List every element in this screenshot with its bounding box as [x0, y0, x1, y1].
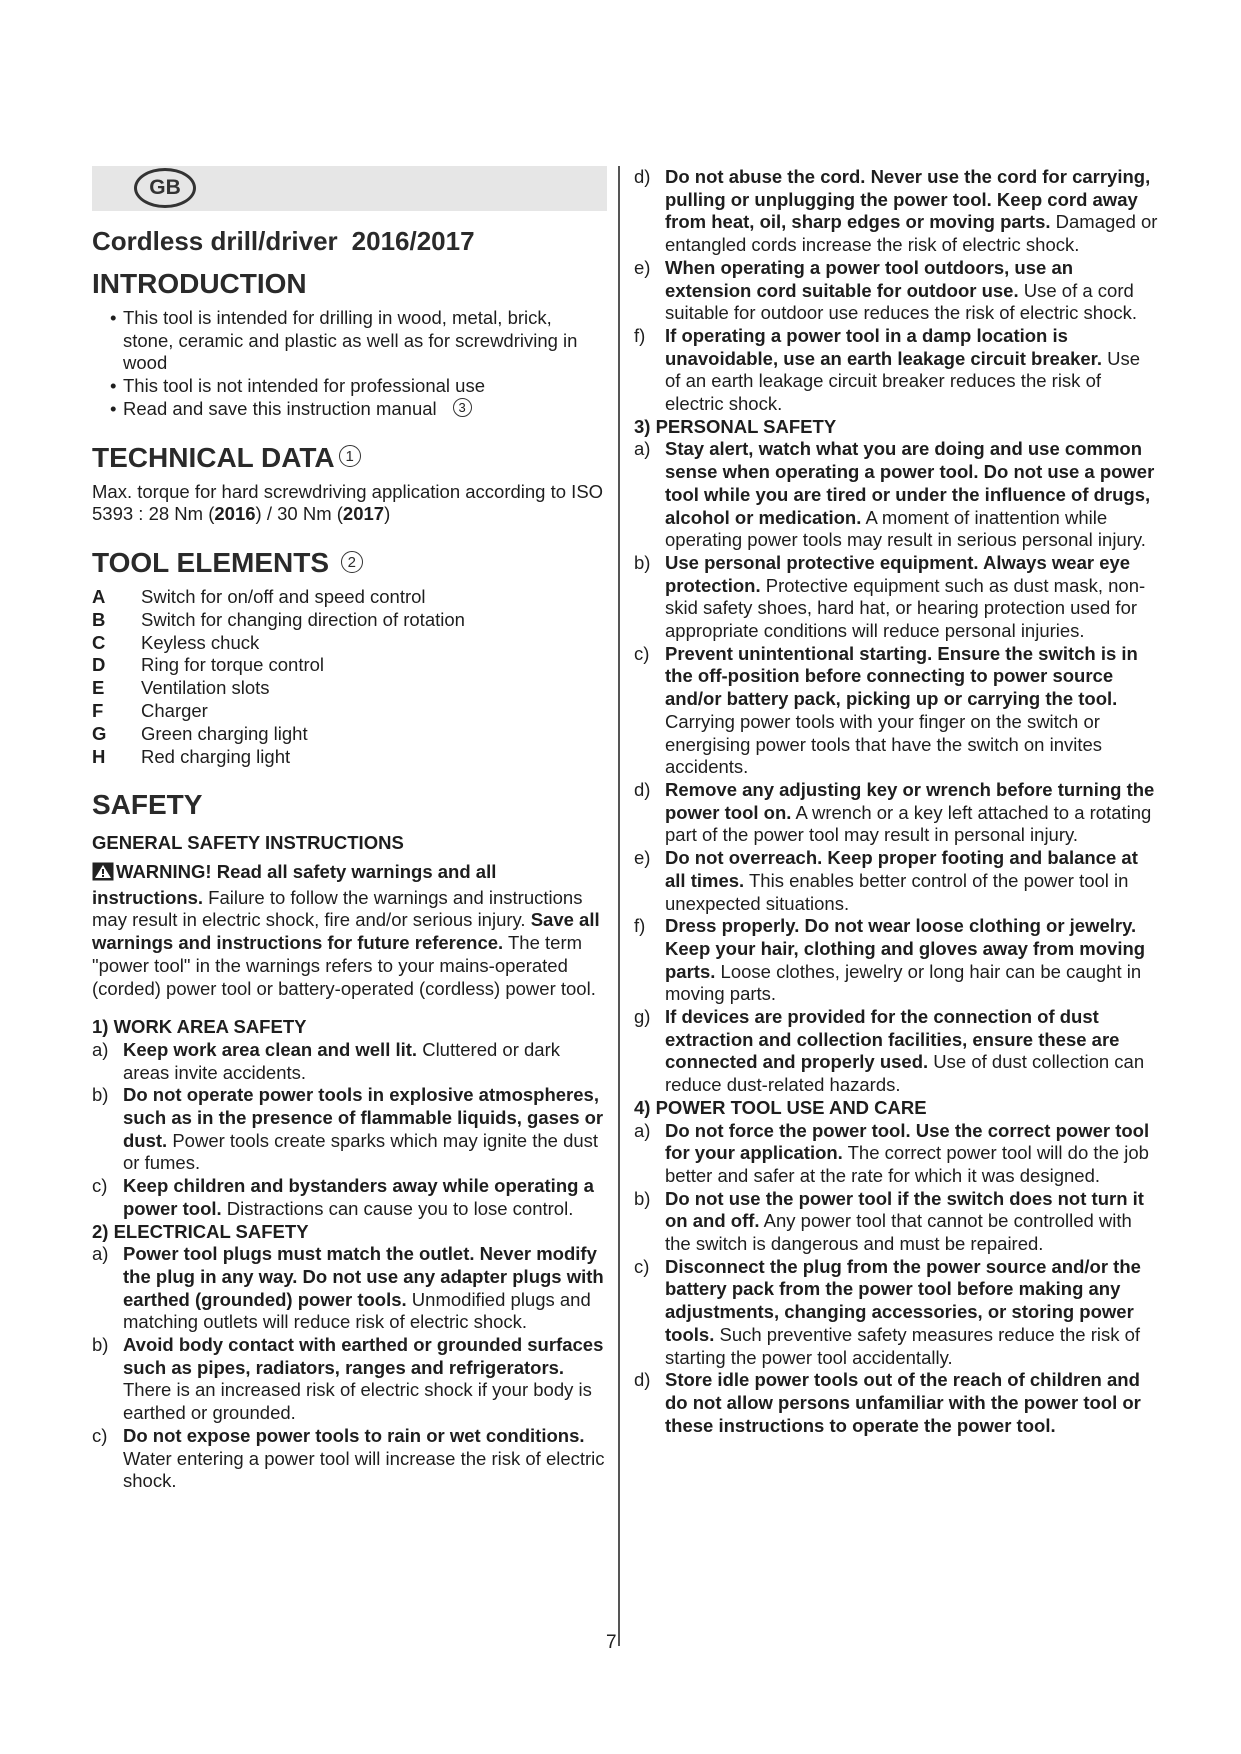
list-item: c) Prevent unintentional starting. Ensure the switch is in the off-position before connecting to power source and/or battery pack, picking up or carrying the tool. Carrying power tools with your finger on the switch or energising power tools that have the switch on invites accidents.: [634, 642, 1138, 778]
list-item: f) If operating a power tool in a damp location is unavoidable, use an earth leakage circuit breaker. Use of an earth leakage circuit breaker reduces the risk of electric shock.: [634, 324, 1141, 415]
list-item: a) Power tool plugs must match the outlet. Never modify the plug in any way. Do not use any adapter plugs with earthed (grounded) power tools. Unmodified plugs and matching outlets will reduce risk of electric shock.: [92, 1243, 604, 1333]
safety-heading: SAFETY: [92, 789, 203, 821]
list-item: b) Do not use the power tool if the switch does not turn it on and off. Any power tool that cannot be controlled with the switch is dangerous and must be repaired.: [634, 1187, 1144, 1255]
list-item: g) If devices are provided for the connection of dust extraction and collection facilities, ensure these are connected and properly used. Use of dust collection can reduce dust-related hazards.: [634, 1006, 1145, 1096]
list-item: • This tool is not intended for professional use: [110, 375, 485, 397]
list-item: D Ring for torque control: [92, 654, 325, 676]
figure-ref: 2: [341, 551, 363, 573]
list-item: b) Avoid body contact with earthed or grounded surfaces such as pipes, radiators, ranges and refrigerators. There is an increased risk of electric shock if your body is earthed or grounded.: [92, 1334, 604, 1424]
list-item: d) Do not abuse the cord. Never use the cord for carrying, pulling or unplugging the power tool. Keep cord away from heat, oil, sharp edges or moving parts. Damaged or entangled cords increase the risk of electric shock.: [634, 166, 1158, 256]
list-item: F Charger: [92, 699, 208, 721]
list-item: a) Keep work area clean and well lit. Cluttered or dark areas invite accidents.: [92, 1038, 560, 1083]
list-item: e) Do not overreach. Keep proper footing and balance at all times. This enables better control of the power tool in unexpected situations.: [634, 847, 1138, 914]
page-number: 7: [606, 1632, 617, 1653]
column-divider: [618, 166, 620, 1646]
warning-triangle-icon: [92, 862, 114, 887]
list-item: c) Disconnect the plug from the power source and/or the battery pack from the power tool before making any adjustments, changing accessories, or storing power tools. Such preventive safety measures reduce the risk of starting the power tool accidentally.: [634, 1255, 1141, 1368]
list-item: H Red charging light: [92, 745, 291, 767]
introduction-heading: INTRODUCTION: [92, 268, 307, 299]
list-item: c) Keep children and bystanders away while operating a power tool. Distractions can cause you to lose control.: [92, 1175, 594, 1219]
list-item: f) Dress properly. Do not wear loose clothing or jewelry. Keep your hair, clothing and gloves away from moving parts. Loose clothes, jewelry or long hair can be caught in moving parts.: [634, 915, 1146, 1005]
language-bar: [92, 166, 607, 211]
introduction-list: [92, 307, 607, 421]
technical-data-text: Max. torque for hard screwdriving application according to ISO 5393 : 28 Nm (2016) / 30 Nm (2017): [92, 480, 604, 525]
list-item: d) Remove any adjusting key or wrench before turning the power tool on. A wrench or a key left attached to a rotating part of the power tool may result in personal injury.: [634, 778, 1155, 846]
work-area-heading: 1) WORK AREA SAFETY: [92, 1016, 307, 1038]
list-item: • This tool is intended for drilling in wood, metal, brick, stone, ceramic and plastic as well as for screwdriving in wood: [110, 307, 578, 374]
product-title: Cordless drill/driver 2016/2017: [92, 226, 475, 256]
list-item: b) Use personal protective equipment. Always wear eye protection. Protective equipment such as dust mask, non-skid safety shoes, hard hat, or hearing protection used for appropriate conditions will reduce personal injuries.: [634, 551, 1146, 642]
list-item: E Ventilation slots: [92, 677, 270, 699]
list-item: a) Do not force the power tool. Use the correct power tool for your application. The correct power tool will do the job better and safer at the rate for which it was designed.: [634, 1119, 1150, 1186]
list-item: b) Do not operate power tools in explosive atmospheres, such as in the presence of flammable liquids, gases or dust. Power tools create sparks which may ignite the dust or fumes.: [92, 1084, 604, 1174]
list-item: d) Store idle power tools out of the reach of children and do not allow persons unfamiliar with the power tool or these instructions to operate the power tool.: [634, 1369, 1141, 1436]
list-item: C Keyless chuck: [92, 631, 260, 653]
list-item: a) Stay alert, watch what you are doing and use common sense when operating a power tool. Do not use a power tool while you are tired or under the influence of drugs, alcohol or medication. A moment of inattention while operating power tools may result in serious personal injury.: [634, 438, 1155, 551]
model-years: 2016/2017: [351, 226, 475, 256]
electrical-heading: 2) ELECTRICAL SAFETY: [92, 1220, 309, 1242]
list-item: • Read and save this instruction manual 3: [92, 398, 607, 421]
tool-use-heading: 4) POWER TOOL USE AND CARE: [634, 1096, 927, 1118]
figure-ref: 3: [453, 398, 472, 417]
list-item: c) Do not expose power tools to rain or wet conditions. Water entering a power tool will increase the risk of electric shock.: [92, 1424, 605, 1492]
personal-safety-heading: 3) PERSONAL SAFETY: [634, 415, 837, 437]
left-column: [92, 166, 607, 1493]
language-badge: GB: [134, 168, 196, 208]
list-item: A Switch for on/off and speed control: [92, 585, 426, 607]
figure-ref: 1: [339, 445, 361, 467]
tool-elements-heading: TOOL ELEMENTS 2: [92, 546, 607, 580]
warning-paragraph: WARNING! Read all safety warnings and all instructions. Failure to follow the warnings and instructions may result in electric shock, fire and/or serious injury. Save all warnings and instructions for future reference. The term "power tool" in the warnings refers to your mains-operated (corded) power tool or battery-operated (cordless) power tool.: [92, 861, 600, 999]
technical-data-heading: TECHNICAL DATA 1: [92, 441, 607, 475]
list-item: B Switch for changing direction of rotation: [92, 608, 465, 630]
right-column: [634, 166, 1159, 1437]
list-item: e) When operating a power tool outdoors, use an extension cord suitable for outdoor use. Use of a cord suitable for outdoor use reduces the risk of electric shock.: [634, 256, 1137, 324]
list-item: G Green charging light: [92, 722, 308, 744]
general-safety-subheading: GENERAL SAFETY INSTRUCTIONS: [92, 832, 404, 854]
tool-elements-list: [92, 586, 607, 768]
